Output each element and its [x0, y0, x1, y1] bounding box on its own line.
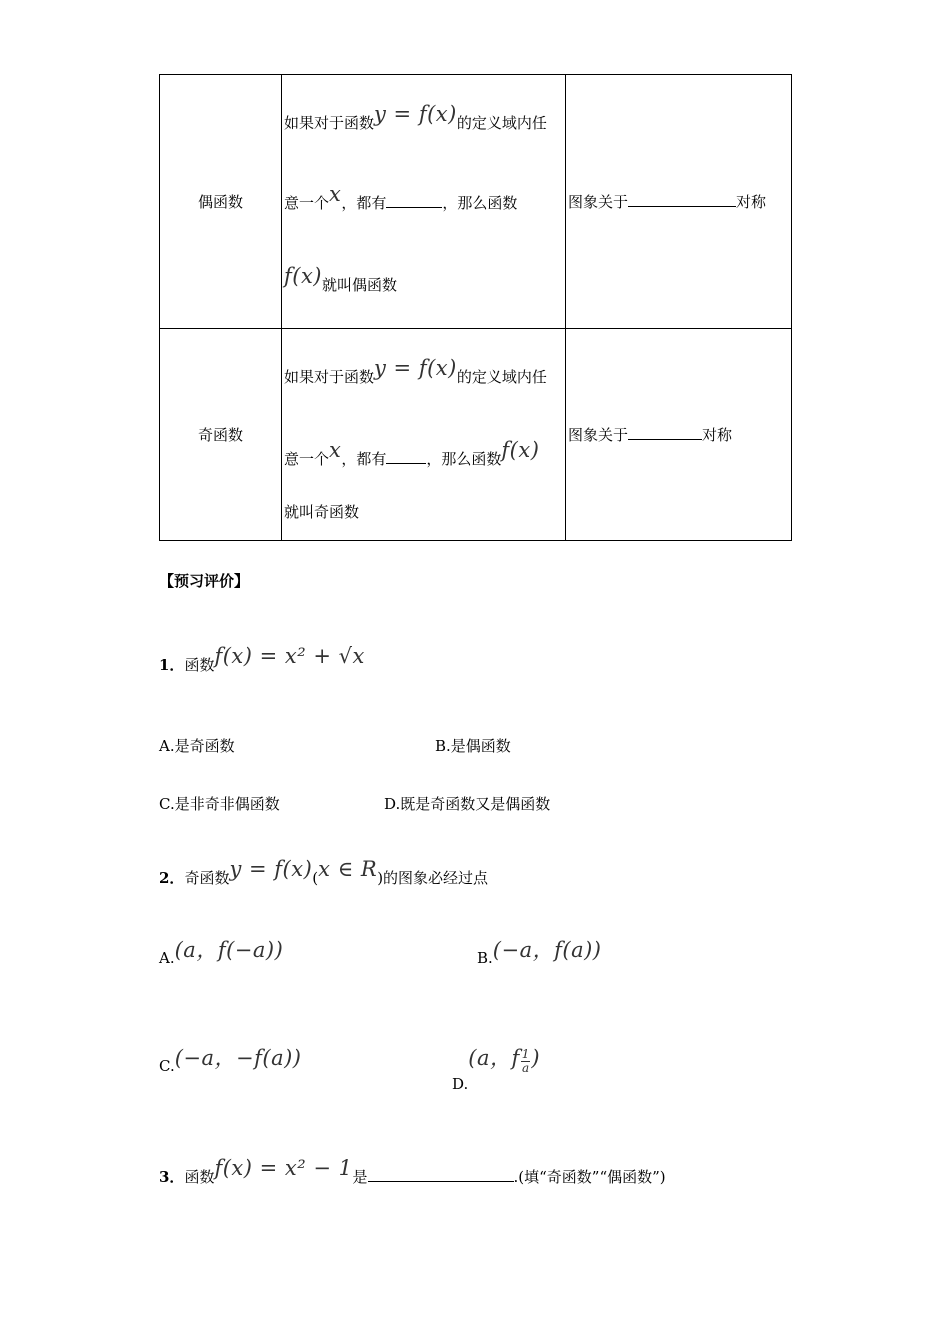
formula-option-d: (a，f — [468, 1046, 520, 1070]
even-name-cell — [160, 75, 282, 329]
formula-q1: f(x) = x² + √x — [214, 644, 365, 668]
def-text: ，都有 — [341, 450, 387, 468]
graph-text: 对称 — [736, 193, 767, 211]
fraction-numerator: 1 — [521, 1046, 530, 1061]
question-text: 函数 — [184, 656, 215, 674]
odd-definition-cell — [282, 329, 566, 541]
definition-table — [159, 74, 792, 541]
def-text: 的定义域内任 — [456, 368, 547, 386]
q1-option-a[interactable]: A.是奇函数 — [159, 737, 235, 755]
even-symmetry-blank[interactable] — [628, 192, 736, 207]
formula-y-fx: y = f(x) — [374, 102, 457, 126]
formula-x: x — [329, 182, 342, 206]
question-1 — [159, 644, 365, 675]
q1-option-b[interactable]: B.是偶函数 — [435, 737, 511, 755]
def-text: ，那么函数 — [442, 194, 518, 212]
odd-name-cell — [160, 329, 282, 541]
even-function-label: 偶函数 — [197, 193, 243, 211]
option-label: D. — [452, 1075, 469, 1093]
formula-option-b: (−a，f(a)) — [492, 938, 602, 962]
q2-option-c[interactable] — [159, 1048, 302, 1078]
section-title: 【预习评价】 — [159, 572, 250, 590]
fraction-denominator: a — [522, 1060, 530, 1075]
question-text: 函数 — [184, 1168, 215, 1186]
question-2 — [159, 857, 489, 888]
question-text: ( — [312, 869, 319, 887]
even-graph-cell — [566, 75, 792, 329]
question-text: )的图象必经过点 — [377, 869, 489, 887]
even-condition-blank[interactable] — [386, 193, 442, 208]
odd-graph-cell — [566, 329, 792, 541]
graph-text: 图象关于 — [568, 193, 629, 211]
question-3 — [159, 1156, 666, 1187]
def-text: 的定义域内任 — [456, 114, 547, 132]
q2-option-a[interactable] — [159, 940, 283, 970]
formula-y-fx: y = f(x) — [229, 857, 313, 881]
odd-symmetry-blank[interactable] — [628, 425, 702, 440]
formula-fx: f(x) — [501, 438, 540, 462]
def-text: 意一个 — [284, 194, 330, 212]
formula-option-c: (−a，−f(a)) — [174, 1046, 302, 1070]
formula-option-a: (a，f(−a)) — [174, 938, 284, 962]
formula-q3: f(x) = x² − 1 — [214, 1156, 353, 1180]
def-text: ，都有 — [341, 194, 387, 212]
def-text: 意一个 — [284, 450, 330, 468]
question-text: 奇函数 — [184, 869, 230, 887]
formula-y-fx: y = f(x) — [374, 356, 457, 380]
option-label: B. — [477, 949, 493, 967]
odd-condition-blank[interactable] — [386, 449, 426, 464]
q1-option-c[interactable]: C.是非奇非偶函数 — [159, 795, 280, 813]
def-text: 如果对于函数 — [284, 368, 375, 386]
question-number: 3． — [159, 1168, 185, 1186]
q3-answer-blank[interactable] — [368, 1167, 514, 1182]
def-text: 就叫偶函数 — [322, 276, 398, 294]
odd-function-row — [160, 329, 792, 541]
graph-text: 图象关于 — [568, 426, 629, 444]
question-text: .(填“奇函数”“偶函数”) — [513, 1168, 666, 1186]
question-number: 2． — [159, 869, 185, 887]
even-definition-cell — [282, 75, 566, 329]
formula-domain: x ∈ R — [318, 857, 378, 881]
q1-option-d[interactable]: D.既是奇函数又是偶函数 — [384, 795, 551, 813]
odd-function-label: 奇函数 — [197, 426, 243, 444]
option-label: A. — [159, 949, 175, 967]
even-function-row — [160, 75, 792, 329]
fraction — [521, 1048, 531, 1075]
def-text: 就叫奇函数 — [284, 503, 360, 521]
graph-text: 对称 — [702, 426, 733, 444]
def-text: ，那么函数 — [426, 450, 502, 468]
formula-x: x — [329, 438, 342, 462]
question-text: 是 — [352, 1168, 368, 1186]
q2-option-b[interactable] — [477, 940, 601, 970]
option-label: C. — [159, 1057, 175, 1075]
q2-option-d[interactable] — [452, 1042, 541, 1093]
formula-fx: f(x) — [284, 264, 323, 288]
def-text: 如果对于函数 — [284, 114, 375, 132]
question-number: 1． — [159, 656, 185, 674]
formula-option-d-close: ) — [531, 1046, 541, 1070]
